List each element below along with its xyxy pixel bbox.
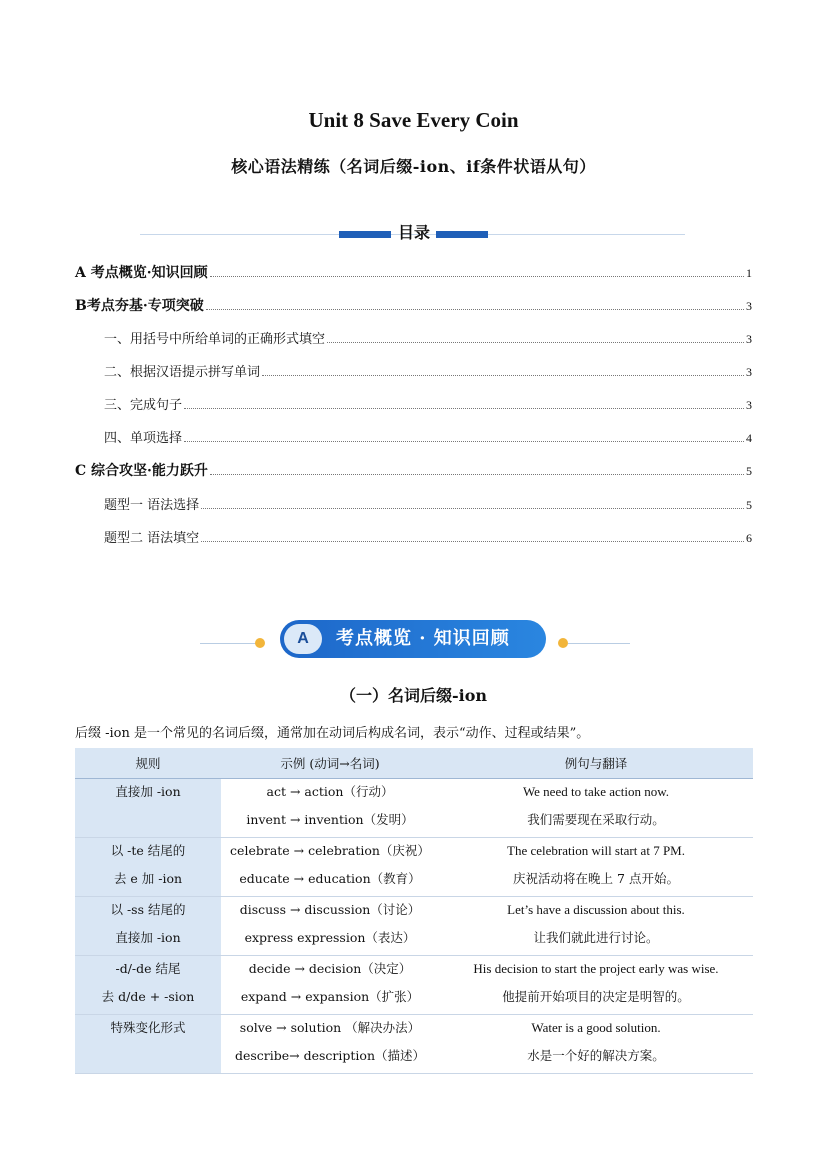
banner-dot-right: [558, 638, 568, 648]
rule-text: 以 -ss 结尾的: [110, 902, 186, 917]
toc-entry-page: 5: [746, 498, 752, 512]
toc-entry-label: A 考点概览·知识回顾: [75, 265, 208, 281]
toc-bar-right: [436, 231, 488, 238]
toc-entry-label: 二、根据汉语提示拼写单词: [104, 365, 261, 380]
toc-entry-label: 题型一 语法选择: [104, 498, 200, 513]
toc-entry-page: 1: [746, 266, 752, 280]
toc-entry-page: 3: [746, 332, 752, 346]
toc-entry[interactable]: [104, 527, 752, 546]
sentence-translation: 让我们就此进行讨论。: [533, 930, 659, 945]
table-header-sentence: 例句与翻译: [439, 748, 753, 779]
toc-entry-label: B考点夯基·专项突破: [75, 298, 204, 314]
toc-leader: [210, 275, 744, 277]
example-word: invent → invention（发明）: [246, 812, 414, 827]
table-header-row: [75, 748, 753, 779]
rule-text: 去 e 加 -ion: [113, 871, 183, 886]
doc-subtitle: 核心语法精练（名词后缀-ion、if条件状语从句）: [231, 157, 596, 176]
example-word: educate → education（教育）: [239, 871, 421, 886]
rule-text: [75, 1049, 221, 1071]
toc-entry[interactable]: [75, 460, 752, 480]
table-header-rule: 规则: [75, 748, 221, 779]
toc-entry[interactable]: [104, 328, 752, 347]
banner-dot-left: [255, 638, 265, 648]
table-row: [75, 897, 753, 956]
section-intro: 后缀 -ion 是一个常见的名词后缀，通常加在动词后构成名词，表示“动作、过程或结果”。: [75, 726, 590, 741]
section-letter-badge: A: [284, 624, 322, 654]
toc-entry-page: 4: [746, 431, 752, 445]
table-header-examples: 示例 (动词→名词): [221, 748, 439, 779]
sentence-translation: 水是一个好的解决方案。: [527, 1048, 665, 1063]
table-row: [75, 779, 753, 838]
toc-entry[interactable]: [104, 394, 752, 413]
rule-text: 直接加 -ion: [115, 930, 181, 945]
toc-entry-page: 3: [746, 398, 752, 412]
toc-entry-label: 题型二 语法填空: [104, 531, 200, 546]
example-sentence: We need to take action now.: [522, 784, 670, 799]
example-sentence: Let’s have a discussion about this.: [507, 902, 685, 917]
example-word: celebrate → celebration（庆祝）: [230, 843, 430, 858]
toc-leader: [184, 407, 744, 409]
section-banner-title: 考点概览 · 知识回顾: [336, 628, 510, 649]
example-word: solve → solution （解决办法）: [239, 1020, 421, 1035]
toc-heading: 目录: [397, 223, 430, 242]
toc-bar-left: [339, 231, 391, 238]
toc-entry-label: 三、完成句子: [104, 398, 183, 413]
toc-entry-label: C 综合攻坚·能力跃升: [75, 463, 208, 479]
section-a-banner: [280, 620, 546, 658]
toc-entry[interactable]: [75, 295, 752, 315]
toc-leader: [327, 341, 744, 343]
toc-leader: [206, 308, 744, 310]
example-word: decide → decision（决定）: [248, 961, 412, 976]
toc-entry-page: 5: [746, 464, 752, 478]
table-row: [75, 1015, 753, 1074]
toc-entry[interactable]: [104, 427, 752, 446]
example-sentence: The celebration will start at 7 PM.: [507, 843, 685, 858]
rule-text: 直接加 -ion: [115, 784, 181, 799]
toc-entry-page: 3: [746, 299, 752, 313]
toc-leader: [201, 540, 744, 542]
toc-entry-label: 一、用括号中所给单词的正确形式填空: [104, 332, 326, 347]
example-word: discuss → discussion（讨论）: [239, 902, 421, 917]
table-row: [75, 956, 753, 1015]
example-word: act → action（行动）: [266, 784, 394, 799]
example-word: express expression（表达）: [244, 930, 416, 945]
example-word: describe→ description（描述）: [234, 1048, 426, 1063]
sentence-translation: 他提前开始项目的决定是明智的。: [502, 989, 690, 1004]
toc-leader: [262, 374, 744, 376]
doc-title: Unit 8 Save Every Coin: [308, 108, 519, 132]
toc-entry[interactable]: [104, 361, 752, 380]
toc-leader: [210, 473, 744, 475]
suffix-rules-table: [75, 748, 753, 1074]
example-word: expand → expansion（扩张）: [240, 989, 420, 1004]
rule-text: 特殊变化形式: [110, 1020, 186, 1035]
toc-entry-page: 3: [746, 365, 752, 379]
toc-entry[interactable]: [104, 494, 752, 513]
rule-text: 以 -te 结尾的: [110, 843, 186, 858]
toc-leader: [184, 440, 744, 442]
sentence-translation: 我们需要现在采取行动。: [527, 812, 665, 827]
section-title: （一）名词后缀-ion: [339, 686, 488, 705]
table-row: [75, 838, 753, 897]
rule-text: 去 d/de + -sion: [101, 989, 195, 1004]
example-sentence: His decision to start the project early was wise.: [473, 961, 719, 976]
rule-text: -d/-de 结尾: [115, 961, 181, 976]
toc-entry-page: 6: [746, 531, 752, 545]
rule-text: [75, 813, 221, 835]
example-sentence: Water is a good solution.: [531, 1020, 661, 1035]
toc-leader: [201, 507, 744, 509]
banner-line-right: [568, 643, 630, 644]
banner-line-left: [200, 643, 258, 644]
sentence-translation: 庆祝活动将在晚上 7 点开始。: [513, 871, 679, 886]
toc-entry-label: 四、单项选择: [104, 431, 183, 446]
toc-entry[interactable]: [75, 262, 752, 282]
